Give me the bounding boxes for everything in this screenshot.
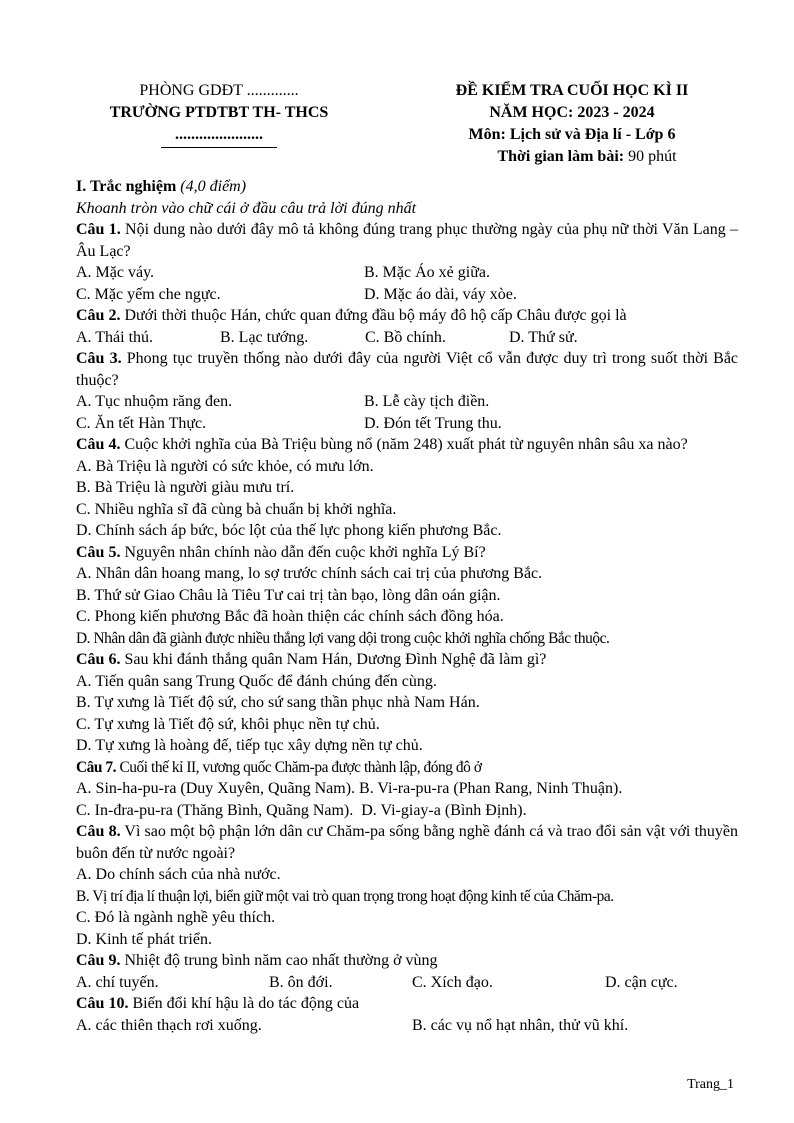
option-b[interactable]: B. Vi-ra-pu-ra (Phan Rang, Ninh Thuận).: [359, 780, 623, 797]
exam-body: [76, 176, 738, 1036]
option-d[interactable]: D. Vi-giay-a (Bình Định).: [361, 801, 527, 819]
question-text: Vì sao một bộ phận lớn dân cư Chăm-pa sống bằng nghề đánh cá và trao đổi sản vật với thuyền buôn đến từ nước ngoài?: [76, 823, 739, 862]
option-c[interactable]: C. Đó là ngành nghề yêu thích.: [76, 909, 276, 926]
option-c[interactable]: C. Mặc yếm che ngực.: [76, 285, 221, 303]
dept-name: PHÒNG GDĐT .............: [139, 82, 299, 99]
exam-duration: [402, 146, 742, 168]
section-instruction: Khoanh tròn vào chữ cái ở đầu câu trả lời đúng nhất: [76, 199, 417, 217]
option-a[interactable]: A. Sin-ha-pu-ra (Duy Xuyên, Quãng Nam).: [76, 780, 356, 797]
option-c[interactable]: C. Phong kiến phương Bắc đã hoàn thiện các chính sách đồng hóa.: [76, 608, 504, 625]
question-4: [76, 434, 738, 456]
header-right: [402, 80, 742, 168]
question-label: Câu 2.: [76, 307, 121, 324]
question-text: Phong tục truyền thống nào dưới đây của người Việt cổ vẫn được duy trì trong suốt thời Bắc thuộc?: [76, 350, 739, 389]
option-d[interactable]: D. Đón tết Trung thu.: [364, 414, 502, 432]
option-a[interactable]: A. Tiến quân sang Trung Quốc để đánh chúng đến cùng.: [76, 672, 437, 690]
subject: Môn: Lịch sử và Địa lí - Lớp 6: [468, 126, 676, 143]
question-label: Câu 4.: [76, 436, 121, 453]
question-text: Cuộc khởi nghĩa của Bà Triệu bùng nổ (năm 248) xuất phát từ nguyên nhân sâu xa nào?: [124, 436, 688, 453]
option-d[interactable]: D. Thứ sử.: [509, 328, 578, 346]
option-b[interactable]: B. Tự xưng là Tiết độ sứ, cho sứ sang thần phục nhà Nam Hán.: [76, 694, 480, 711]
option-a[interactable]: A. Nhân dân hoang mang, lo sợ trước chính sách cai trị của phương Bắc.: [76, 565, 543, 582]
question-5: [76, 542, 738, 564]
option-a[interactable]: A. Thái thú.: [76, 328, 154, 346]
option-b[interactable]: B. Vị trí địa lí thuận lợi, biển giữ một vai trò quan trọng trong hoạt động kinh tế của Chăm-pa.: [76, 887, 614, 905]
question-label: Câu 7.: [76, 758, 117, 776]
duration-value: 90 phút: [628, 148, 677, 165]
question-text: Nhiệt độ trung bình năm cao nhất thường ở vùng: [124, 952, 438, 969]
question-3-options-row-1: [76, 391, 738, 413]
option-c[interactable]: C. Ăn tết Hàn Thực.: [76, 414, 207, 432]
option-a[interactable]: A. các thiên thạch rơi xuống.: [76, 1016, 262, 1034]
question-text: Dưới thời thuộc Hán, chức quan đứng đầu bộ máy đô hộ cấp Châu được gọi là: [124, 307, 627, 324]
question-9-options: [76, 972, 738, 994]
header-underline: [161, 147, 277, 148]
question-text: Biến đổi khí hậu là do tác động của: [132, 995, 360, 1012]
option-c[interactable]: C. Xích đạo.: [412, 973, 493, 991]
question-label: Câu 9.: [76, 952, 121, 969]
option-c[interactable]: C. In-đra-pu-ra (Thăng Bình, Quãng Nam).: [76, 801, 354, 819]
question-text: Sau khi đánh thắng quân Nam Hán, Dương Đình Nghệ đã làm gì?: [120, 651, 547, 668]
question-text: Cuối thế kỉ II, vương quốc Chăm-pa được thành lập, đóng đô ở: [119, 758, 482, 776]
question-text: Nguyên nhân chính nào dẫn đến cuộc khởi nghĩa Lý Bí?: [124, 543, 486, 561]
option-c[interactable]: C. Nhiều nghĩa sĩ đã cùng bà chuẩn bị khởi nghĩa.: [76, 500, 397, 518]
option-b[interactable]: B. các vụ nổ hạt nhân, thử vũ khí.: [412, 1016, 629, 1034]
question-1-options-row-1: [76, 262, 738, 284]
option-d[interactable]: D. Mặc áo dài, váy xòe.: [364, 285, 517, 303]
question-label: Câu 1.: [76, 221, 121, 238]
option-a[interactable]: A. Tục nhuộm răng đen.: [76, 393, 233, 410]
question-label: Câu 3.: [76, 350, 122, 367]
option-a[interactable]: A. chí tuyến.: [76, 973, 159, 991]
question-3-options-row-2: [76, 413, 738, 435]
option-c[interactable]: C. Bồ chính.: [365, 328, 446, 346]
question-9: [76, 950, 738, 972]
option-c[interactable]: C. Tự xưng là Tiết độ sứ, khôi phục nền tự chủ.: [76, 715, 380, 733]
question-7-options-row-2: [76, 800, 738, 822]
question-2-options: [76, 327, 738, 349]
option-b[interactable]: B. Lạc tướng.: [220, 328, 309, 346]
question-2: [76, 305, 738, 327]
page-number: Trang_1: [687, 1077, 734, 1092]
school-name: TRƯỜNG PTDTBT TH- THCS: [109, 104, 329, 121]
section-heading: [76, 176, 738, 198]
option-b[interactable]: B. Bà Triệu là người giàu mưu trí.: [76, 479, 295, 496]
option-d[interactable]: D. cận cực.: [605, 973, 678, 991]
section-points: (4,0 điểm): [180, 178, 247, 195]
option-b[interactable]: B. Lễ cày tịch điền.: [364, 393, 490, 410]
school-name-blank: ......................: [175, 126, 263, 143]
question-6: [76, 649, 738, 671]
question-1: [76, 219, 738, 262]
option-d[interactable]: D. Kinh tế phát triển.: [76, 930, 212, 948]
question-7-options-row-1: [76, 778, 738, 800]
question-text: Nội dung nào dưới đây mô tả không đúng trang phục thường ngày của phụ nữ thời Văn Lang – Âu Lạc?: [76, 221, 739, 260]
school-year: NĂM HỌC: 2023 - 2024: [489, 104, 655, 121]
header-left: [78, 80, 360, 148]
option-d[interactable]: D. Tự xưng là hoàng đế, tiếp tục xây dựng nền tự chủ.: [76, 737, 423, 754]
exam-title: ĐỀ KIỂM TRA CUỐI HỌC KÌ II: [455, 82, 689, 99]
question-label: Câu 6.: [76, 651, 121, 668]
question-7: [76, 757, 738, 779]
section-title: I. Trắc nghiệm: [76, 178, 177, 195]
question-10: [76, 993, 738, 1015]
question-3: [76, 348, 738, 391]
option-a[interactable]: A. Mặc váy.: [76, 264, 155, 281]
option-b[interactable]: B. Thứ sử Giao Châu là Tiêu Tư cai trị tàn bạo, lòng dân oán giận.: [76, 586, 501, 604]
question-label: Câu 8.: [76, 823, 121, 840]
option-d[interactable]: D. Nhân dân đã giành được nhiều thắng lợi vang dội trong cuộc khởi nghĩa chống Bắc thuộc.: [76, 629, 610, 647]
question-8: [76, 821, 738, 864]
question-1-options-row-2: [76, 284, 738, 306]
question-label: Câu 10.: [76, 995, 129, 1012]
option-d[interactable]: D. Chính sách áp bức, bóc lột của thế lực phong kiến phương Bắc.: [76, 522, 502, 539]
duration-label: Thời gian làm bài:: [497, 148, 625, 165]
option-b[interactable]: B. ôn đới.: [269, 973, 333, 991]
question-10-options: [76, 1015, 738, 1037]
option-a[interactable]: A. Do chính sách của nhà nước.: [76, 866, 281, 883]
question-label: Câu 5.: [76, 543, 121, 561]
option-a[interactable]: A. Bà Triệu là người có sức khỏe, có mưu lớn.: [76, 457, 374, 475]
option-b[interactable]: B. Mặc Áo xẻ giữa.: [364, 264, 490, 281]
